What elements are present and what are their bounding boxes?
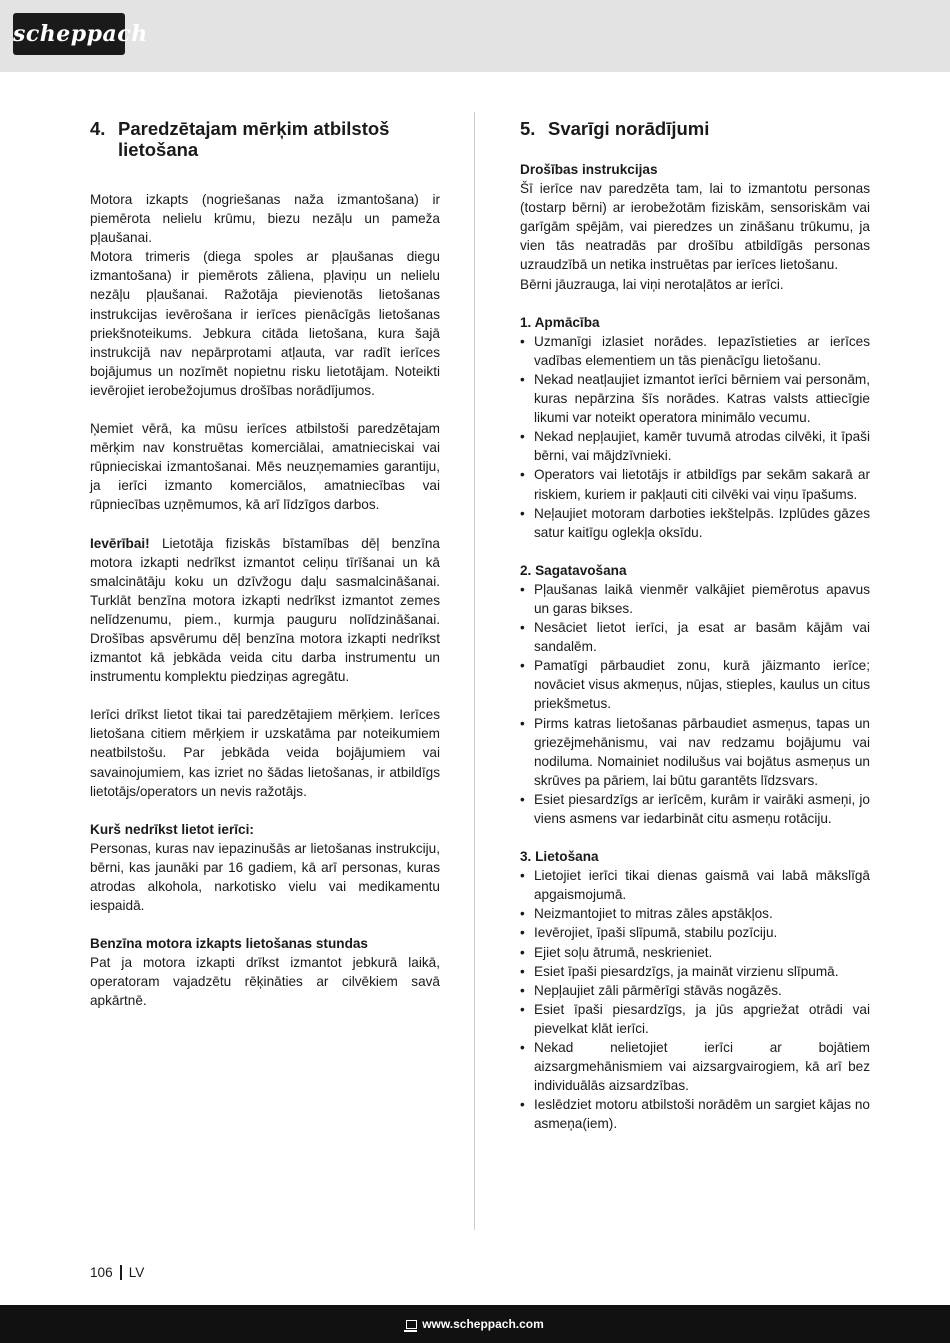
list-item: • Uzmanīgi izlasiet norādes. Iepazīstieties ar ierīces vadības elementiem un tās pienācīgu lietošanu.: [520, 332, 870, 370]
list-item: • Neizmantojiet to mitras zāles apstākļos.: [520, 904, 870, 923]
subheading: Drošības instrukcijas: [520, 162, 658, 177]
list-item: • Pirms katras lietošanas pārbaudiet asmeņus, tapas un griezējmehānismu, vai nav redzamu bojājumu vai nodiluma. Nomainiet nodilušus vai bojātus asmeņus un skrūves pa pāriem, lai būtu garantēts līdzsvars.: [520, 714, 870, 790]
list-item: • Pamatīgi pārbaudiet zonu, kurā jāizmanto ierīce; novāciet visus akmeņus, nūjas, stieples, kaulus un citus priekšmetus.: [520, 656, 870, 713]
paragraph: Pat ja motora izkapti drīkst izmantot jebkurā laikā, operatoram vajadzētu rēķināties ar cilvēkiem savā apkārtnē.: [90, 955, 440, 1009]
website-url[interactable]: www.scheppach.com: [422, 1317, 544, 1331]
warning-label: Ievērībai!: [90, 535, 150, 551]
list-item: • Operators vai lietotājs ir atbildīgs par sekām sakarā ar riskiem, kuriem ir pakļauti citi cilvēki vai viņu īpašums.: [520, 465, 870, 503]
header-band: [0, 0, 950, 72]
subheading: Benzīna motora izkapts lietošanas stundas: [90, 936, 368, 952]
list-item: • Neļaujiet motoram darboties iekštelpās. Izplūdes gāzes satur kaitīgu oglekļa oksīdu.: [520, 504, 870, 542]
list-item: • Ieslēdziet motoru atbilstoši norādēm un sargiet kājas no asmeņa(iem).: [520, 1095, 870, 1133]
section-4-heading: 4. Paredzētajam mērķim atbilstoš lietošana: [90, 118, 390, 160]
footer-separator: [120, 1265, 122, 1280]
page-number: 106: [90, 1265, 113, 1280]
list-item: • Esiet piesardzīgs ar ierīcēm, kurām ir vairāki asmeņi, jo viens asmens var iedarbināt citu asmeņu rotāciju.: [520, 790, 870, 828]
bullet-list: [520, 866, 870, 1133]
bullet-list: [520, 580, 870, 828]
footer-band: [0, 1305, 950, 1343]
paragraph: Personas, kuras nav iepazinušās ar lietošanas instrukciju, bērni, kas jaunāki par 16 gadiem, kā arī personas, kuras atrodas alkohola, narkotisko vielu vai medikamentu iespaidā.: [90, 840, 440, 914]
column-divider: [474, 112, 475, 1230]
list-item: • Nekad neatļaujiet izmantot ierīci bērniem vai personām, kuras nepārzina šīs norādes. Katras valsts attiecīgie likumi var noteikt operatora minimālo vecumu.: [520, 370, 870, 427]
list-item: • Ievērojiet, īpaši slīpumā, stabilu pozīciju.: [520, 923, 870, 942]
list-item: • Esiet īpaši piesardzīgs, ja maināt virzienu slīpumā.: [520, 962, 870, 981]
page-footer: [90, 1265, 144, 1280]
list-item: • Nekad nelietojiet ierīci ar bojātiem aizsargmehānismiem vai aizsargvairogiem, kā arī bez individuālās aizsardzības.: [520, 1038, 870, 1095]
paragraph: Motora trimeris (diega spoles ar pļaušanas diegu izmantošana) ir piemērots zāliena, pļaviņu un nelielu nezāļu pļaušanai. Ražotāja pievienotās lietošanas instrukcijas ievērošana ir ierīces pienācīgās lietošanas priekšnoteikums. Jebkura citāda lietošana, kura šajā instrukcijā nav nepārprotami atļauta, var radīt ierīces bojājumus un nozīmēt nopietnu risku lietotājam. Noteikti ievērojiet ierobežojumus drošības norādījumos.: [90, 249, 440, 398]
left-column: [90, 118, 440, 1011]
list-item: • Pļaušanas laikā vienmēr valkājiet piemērotus apavus un garas bikses.: [520, 580, 870, 618]
subsection-title: 1. Apmācība: [520, 314, 600, 330]
paragraph: Bērni jāuzrauga, lai viņi nerotaļātos ar ierīci.: [520, 276, 784, 292]
computer-icon: [406, 1320, 417, 1329]
list-item: • Nepļaujiet zāli pārmērīgi stāvās nogāzēs.: [520, 981, 870, 1000]
subsection-title: 3. Lietošana: [520, 849, 599, 865]
paragraph: Šī ierīce nav paredzēta tam, lai to izmantotu personas (tostarp bērni) ar ierobežotām fiziskām, sensoriskām vai garīgām spējām, vai pieredzes un zināšanu trūkumu, ja vien tās neatradās par drošību atbildīgās personas uzraudzībā un netika instruētas par ierīces lietošanu.: [520, 181, 870, 273]
list-item: • Esiet īpaši piesardzīgs, ja jūs apgriežat otrādi vai pievelkat klāt ierīci.: [520, 1000, 870, 1038]
list-item: • Nesāciet lietot ierīci, ja esat ar basām kājām vai sandalēm.: [520, 618, 870, 656]
language-code: LV: [128, 1265, 145, 1280]
right-column: [520, 118, 870, 1134]
subheading: Kurš nedrīkst lietot ierīci:: [90, 821, 254, 837]
list-item: • Lietojiet ierīci tikai dienas gaismā vai labā mākslīgā apgaismojumā.: [520, 866, 870, 904]
paragraph: Ņemiet vērā, ka mūsu ierīces atbilstoši paredzētajam mērķim nav konstruētas komerciālai, amatnieciskai vai rūpnieciskai izmantošanai. Mēs neuzņemamies garantiju, ja ierīci izmanto komerciālos, amatniecības vai rūpniecības uzņēmumos, kā arī līdzīgos darbos.: [90, 421, 440, 513]
list-item: • Nekad nepļaujiet, kamēr tuvumā atrodas cilvēki, it īpaši bērni, vai mājdzīvnieki.: [520, 427, 870, 465]
bullet-list: [520, 332, 870, 542]
warning-paragraph: Ievērībai! Lietotāja fiziskās bīstamības dēļ benzīna motora izkapti nedrīkst izmantot celiņu tīrīšanai un kā smalcinātāju koku un dzīvžogu daļu sasmalcināšanai. Turklāt benzīna motora izkapti nedrīkst izmantot zemes nelīdzenumu, piem., kurmja pauguru nolīdzināšanai. Drošības apsvērumu dēļ benzīna motora izkapti nedrīkst izmantot kā jebkāda veida citu darba instrumentu un instrumentu komplektu piedziņas agregātu.: [90, 535, 440, 685]
scheppach-logo: scheppach: [13, 13, 125, 55]
section-5-heading: 5. Svarīgi norādījumi: [520, 118, 710, 139]
paragraph: Ierīci drīkst lietot tikai tai paredzētajiem mērķiem. Ierīces lietošana citiem mērķiem ir uzskatāma par noteikumiem neatbilstošu. Par jebkāda veida bojājumiem vai savainojumiem, kas izriet no šādas lietošanas, ir atbildīgs lietotājs/operators un nevis ražotājs.: [90, 707, 440, 799]
list-item: • Ejiet soļu ātrumā, neskrieniet.: [520, 943, 870, 962]
paragraph: Motora izkapts (nogriešanas naža izmantošana) ir piemērota nelielu krūmu, biezu nezāļu un pameža pļaušanai.: [90, 192, 440, 246]
subsection-title: 2. Sagatavošana: [520, 562, 627, 578]
